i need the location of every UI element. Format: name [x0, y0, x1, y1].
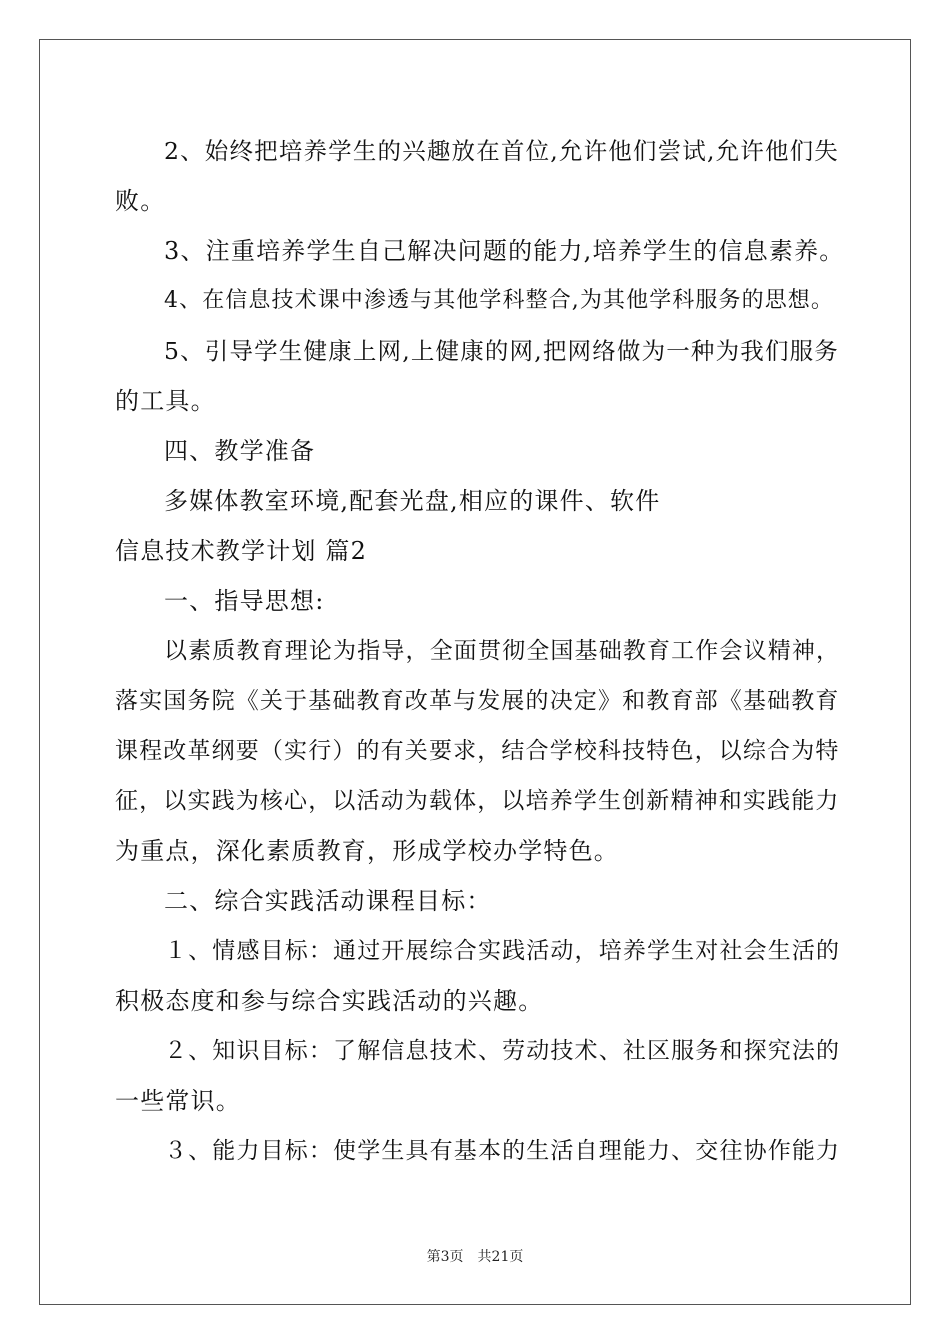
- paragraph-line: 4、在信息技术课中渗透与其他学科整合,为其他学科服务的思想。: [164, 288, 834, 313]
- section-heading: 二、综合实践活动课程目标：: [164, 887, 492, 915]
- paragraph-line: 落实国务院《关于基础教育改革与发展的决定》和教育部《基础教育: [115, 688, 840, 714]
- paragraph-line: ２、知识目标：了解信息技术、劳动技术、社区服务和探究法的: [164, 1038, 841, 1064]
- paragraph-line: １、情感目标：通过开展综合实践活动，培养学生对社会生活的: [164, 938, 841, 964]
- paragraph-line: 为重点，深化素质教育，形成学校办学特色。: [115, 837, 619, 865]
- page-number: 第3页: [426, 1249, 464, 1265]
- page-footer: [0, 1248, 950, 1266]
- section-heading: 一、指导思想:: [164, 587, 325, 615]
- paragraph-line: 课程改革纲要（实行）的有关要求，结合学校科技特色，以综合为特: [115, 738, 840, 764]
- paragraph-line: 败。: [115, 187, 166, 215]
- paragraph-line: 以素质教育理论为指导，全面贯彻全国基础教育工作会议精神，: [164, 638, 841, 664]
- paragraph-line: ３、能力目标：使学生具有基本的生活自理能力、交往协作能力: [164, 1138, 841, 1164]
- paragraph-line: 5、引导学生健康上网,上健康的网,把网络做为一种为我们服务: [164, 337, 839, 365]
- paragraph-line: 多媒体教室环境,配套光盘,相应的课件、软件: [164, 487, 661, 515]
- document-title: 信息技术教学计划 篇2: [115, 537, 368, 565]
- paragraph-line: 的工具。: [115, 387, 216, 415]
- paragraph-line: 3、注重培养学生自己解决问题的能力,培养学生的信息素养。: [164, 237, 845, 265]
- page-total: 共21页: [477, 1249, 524, 1265]
- paragraph-line: 一些常识。: [115, 1087, 241, 1115]
- paragraph-line: 2、始终把培养学生的兴趣放在首位,允许他们尝试,允许他们失: [164, 137, 839, 165]
- paragraph-line: 征，以实践为核心，以活动为载体，以培养学生创新精神和实践能力: [115, 788, 840, 814]
- paragraph-line: 积极态度和参与综合实践活动的兴趣。: [115, 987, 544, 1015]
- section-heading: 四、教学准备: [164, 437, 316, 465]
